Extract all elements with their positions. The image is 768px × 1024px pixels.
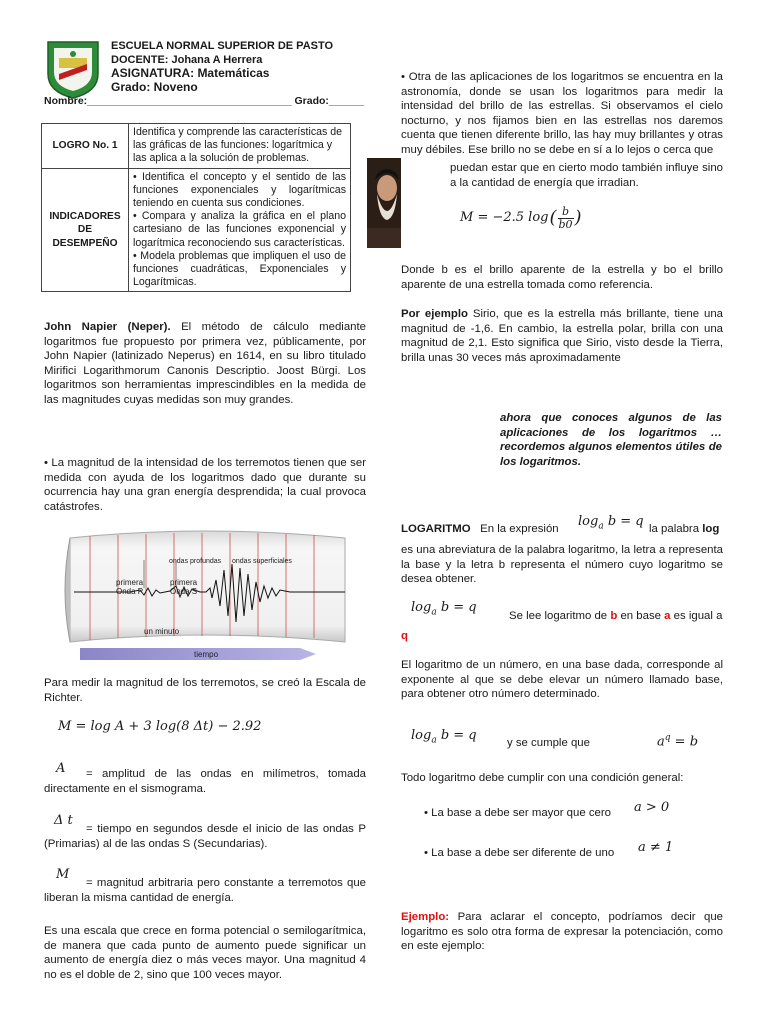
var-dt-symbol: Δ t <box>54 813 73 828</box>
sirius-example: Por ejemplo Sirio, que es la estrella más brillante, tiene una magnitud de -1,6. En cambio, la estrella polar, brilla con una magnitud de 2,1. Esto significa que Sirio, visto desde la Tierra, brilla unas 30 veces más aproximadamente <box>401 308 723 364</box>
label-p-1: primera <box>116 578 144 587</box>
power-formula: $a^q = b$ <box>657 733 699 750</box>
seismograph-image <box>60 530 350 662</box>
astronomy-paragraph: • Otra de las aplicaciones de los logaritmos se encuentra en la astronomía, donde se usan los logaritmos para medir la intensidad del brillo de las estrellas. Si observamos el cielo nocturno, y nos fijamos bien en las estrellas nos daremos cuenta que tienen diferente brillo, las hay muy brillantes y otras muy débiles. Ese brillo no se debe en sí a lo lejos o cerca que <box>401 71 723 156</box>
log-expression-3: $\log_a b = q$ <box>411 728 477 746</box>
log-description: es una abreviatura de la palabra logaritmo, la letra a representa la base y la letra b representa el número cuyo logaritmo se desea obtener. <box>401 544 723 585</box>
label-surface-waves: ondas superficiales <box>232 558 292 565</box>
var-m-text: = magnitud arbitraria pero constante a terremotos que liberan la misma cantidad de energía. <box>44 877 366 904</box>
var-a-symbol: A <box>56 761 66 776</box>
indicator-2: • Compara y analiza la gráfica en el plano cartesiano de las funciones exponencial y logarítmica reconociendo sus características. <box>133 210 346 249</box>
indicators-label: INDICADORES DE DESEMPEÑO <box>42 168 129 292</box>
brightness-formula: M = −2.5 log ( b b0 ) <box>460 205 582 231</box>
school-logo <box>44 38 102 100</box>
achievement-table <box>41 123 351 292</box>
log-reading: Se lee logaritmo de b en base a es igual a <box>509 610 723 622</box>
var-m-symbol: M <box>56 867 70 882</box>
logarithm-title: LOGARITMO En la expresión <box>401 523 559 535</box>
var-a-text: = amplitud de las ondas en milímetros, tomada directamente en el sismograma. <box>44 768 366 795</box>
condition-2-formula: a ≠ 1 <box>638 840 674 855</box>
indicators-list <box>129 168 351 292</box>
log-reading-q: q <box>401 630 408 642</box>
log-expression-1: $\log_a b = q$ <box>578 514 644 532</box>
scale-paragraph: Es una escala que crece en forma potencial o semilogarítmica, de manera que cada punto de aumento puede significar un aumento de energía diez o más veces mayor. Una magnitud 4 no es el doble de 2, sino que 100 veces mayor. <box>44 925 366 981</box>
var-dt-text: = tiempo en segundos desde el inicio de las ondas P (Primarias) al de las ondas S (Secundarias). <box>44 823 366 850</box>
label-p-2: Onda P <box>116 587 144 596</box>
log-expression-2: $\log_a b = q$ <box>411 600 477 618</box>
school-name: ESCUELA NORMAL SUPERIOR DE PASTO <box>111 40 334 52</box>
subject-line: ASIGNATURA: Matemáticas <box>111 66 270 80</box>
condition-2: • La base a debe ser diferente de uno <box>424 847 615 859</box>
napier-paragraph: John Napier (Neper). El método de cálculo mediante logaritmos fue propuesto por primera vez, públicamente, por John Napier (latinizado Neperus) en 1614, en su libro titulado Mirifici Logarithmorum Canonis Descriptio. Joost Bürgi. Los logaritmos son herramientas imprescindibles en la medida de las magnitudes cuyas medidas son muy grandes. <box>44 321 366 406</box>
donde-paragraph: Donde b es el brillo aparente de la estrella y bo el brillo aparente de una estrella tomada como referencia. <box>401 264 723 291</box>
logro-text: Identifica y comprende las características de las gráficas de las funciones: logarítmica y las aplica a la solución de problemas. <box>129 124 351 169</box>
indicator-3: • Modela problemas que impliquen el uso de funciones cuadráticas, Exponenciales y Logarítmicas. <box>133 249 346 289</box>
label-deep-waves: ondas profundas <box>169 558 222 565</box>
cumple-text: y se cumple que <box>507 737 590 749</box>
condition-1: • La base a debe ser mayor que cero <box>424 807 611 819</box>
label-time: tiempo <box>194 650 219 659</box>
earthquake-paragraph: • La magnitud de la intensidad de los terremotos tienen que ser medida con ayuda de los logaritmos dado que durante su ocurrencia hay una gran energía desprendida; la cual provoca catástrofes. <box>44 457 366 513</box>
definition-paragraph: El logaritmo de un número, en una base dada, corresponde al exponente al que se debe elevar un número llamado base, para obtener otro número determinado. <box>401 659 723 700</box>
logro-label: LOGRO No. 1 <box>42 124 129 169</box>
napier-portrait <box>367 158 401 248</box>
label-s-1: primera <box>170 578 198 587</box>
recall-note: ahora que conoces algunos de las aplicaciones de los logaritmos … recordemos algunos elementos útiles de los logaritmos. <box>500 412 722 468</box>
condition-1-formula: a > 0 <box>634 800 670 815</box>
label-minute: un minuto <box>144 627 180 636</box>
condition-intro: Todo logaritmo debe cumplir con una condición general: <box>401 772 684 784</box>
teacher-name: DOCENTE: Johana A Herrera <box>111 54 263 66</box>
log-word-sentence: la palabra log <box>649 523 720 535</box>
richter-intro: Para medir la magnitud de los terremotos, se creó la Escala de Richter. <box>44 677 366 704</box>
grade-line: Grado: Noveno <box>111 80 198 94</box>
name-grade-fields[interactable]: Nombre:___________________________________ Grado:______ <box>44 95 364 107</box>
indicator-1: • Identifica el concepto y el sentido de las funciones exponenciales y logarítmicas teniendo en cuenta sus condiciones. <box>133 170 346 210</box>
astronomy-continued: puedan estar que en cierto modo también influye sino a la cantidad de energía que irradian. <box>450 162 723 189</box>
label-s-2: Onda S <box>170 587 198 596</box>
richter-formula: M = log A + 3 log(8 Δt) − 2.92 <box>58 719 262 734</box>
example-paragraph: Ejemplo: Para aclarar el concepto, podríamos decir que logaritmo es solo otra forma de expresar la potenciación, como en este ejemplo: <box>401 911 723 952</box>
